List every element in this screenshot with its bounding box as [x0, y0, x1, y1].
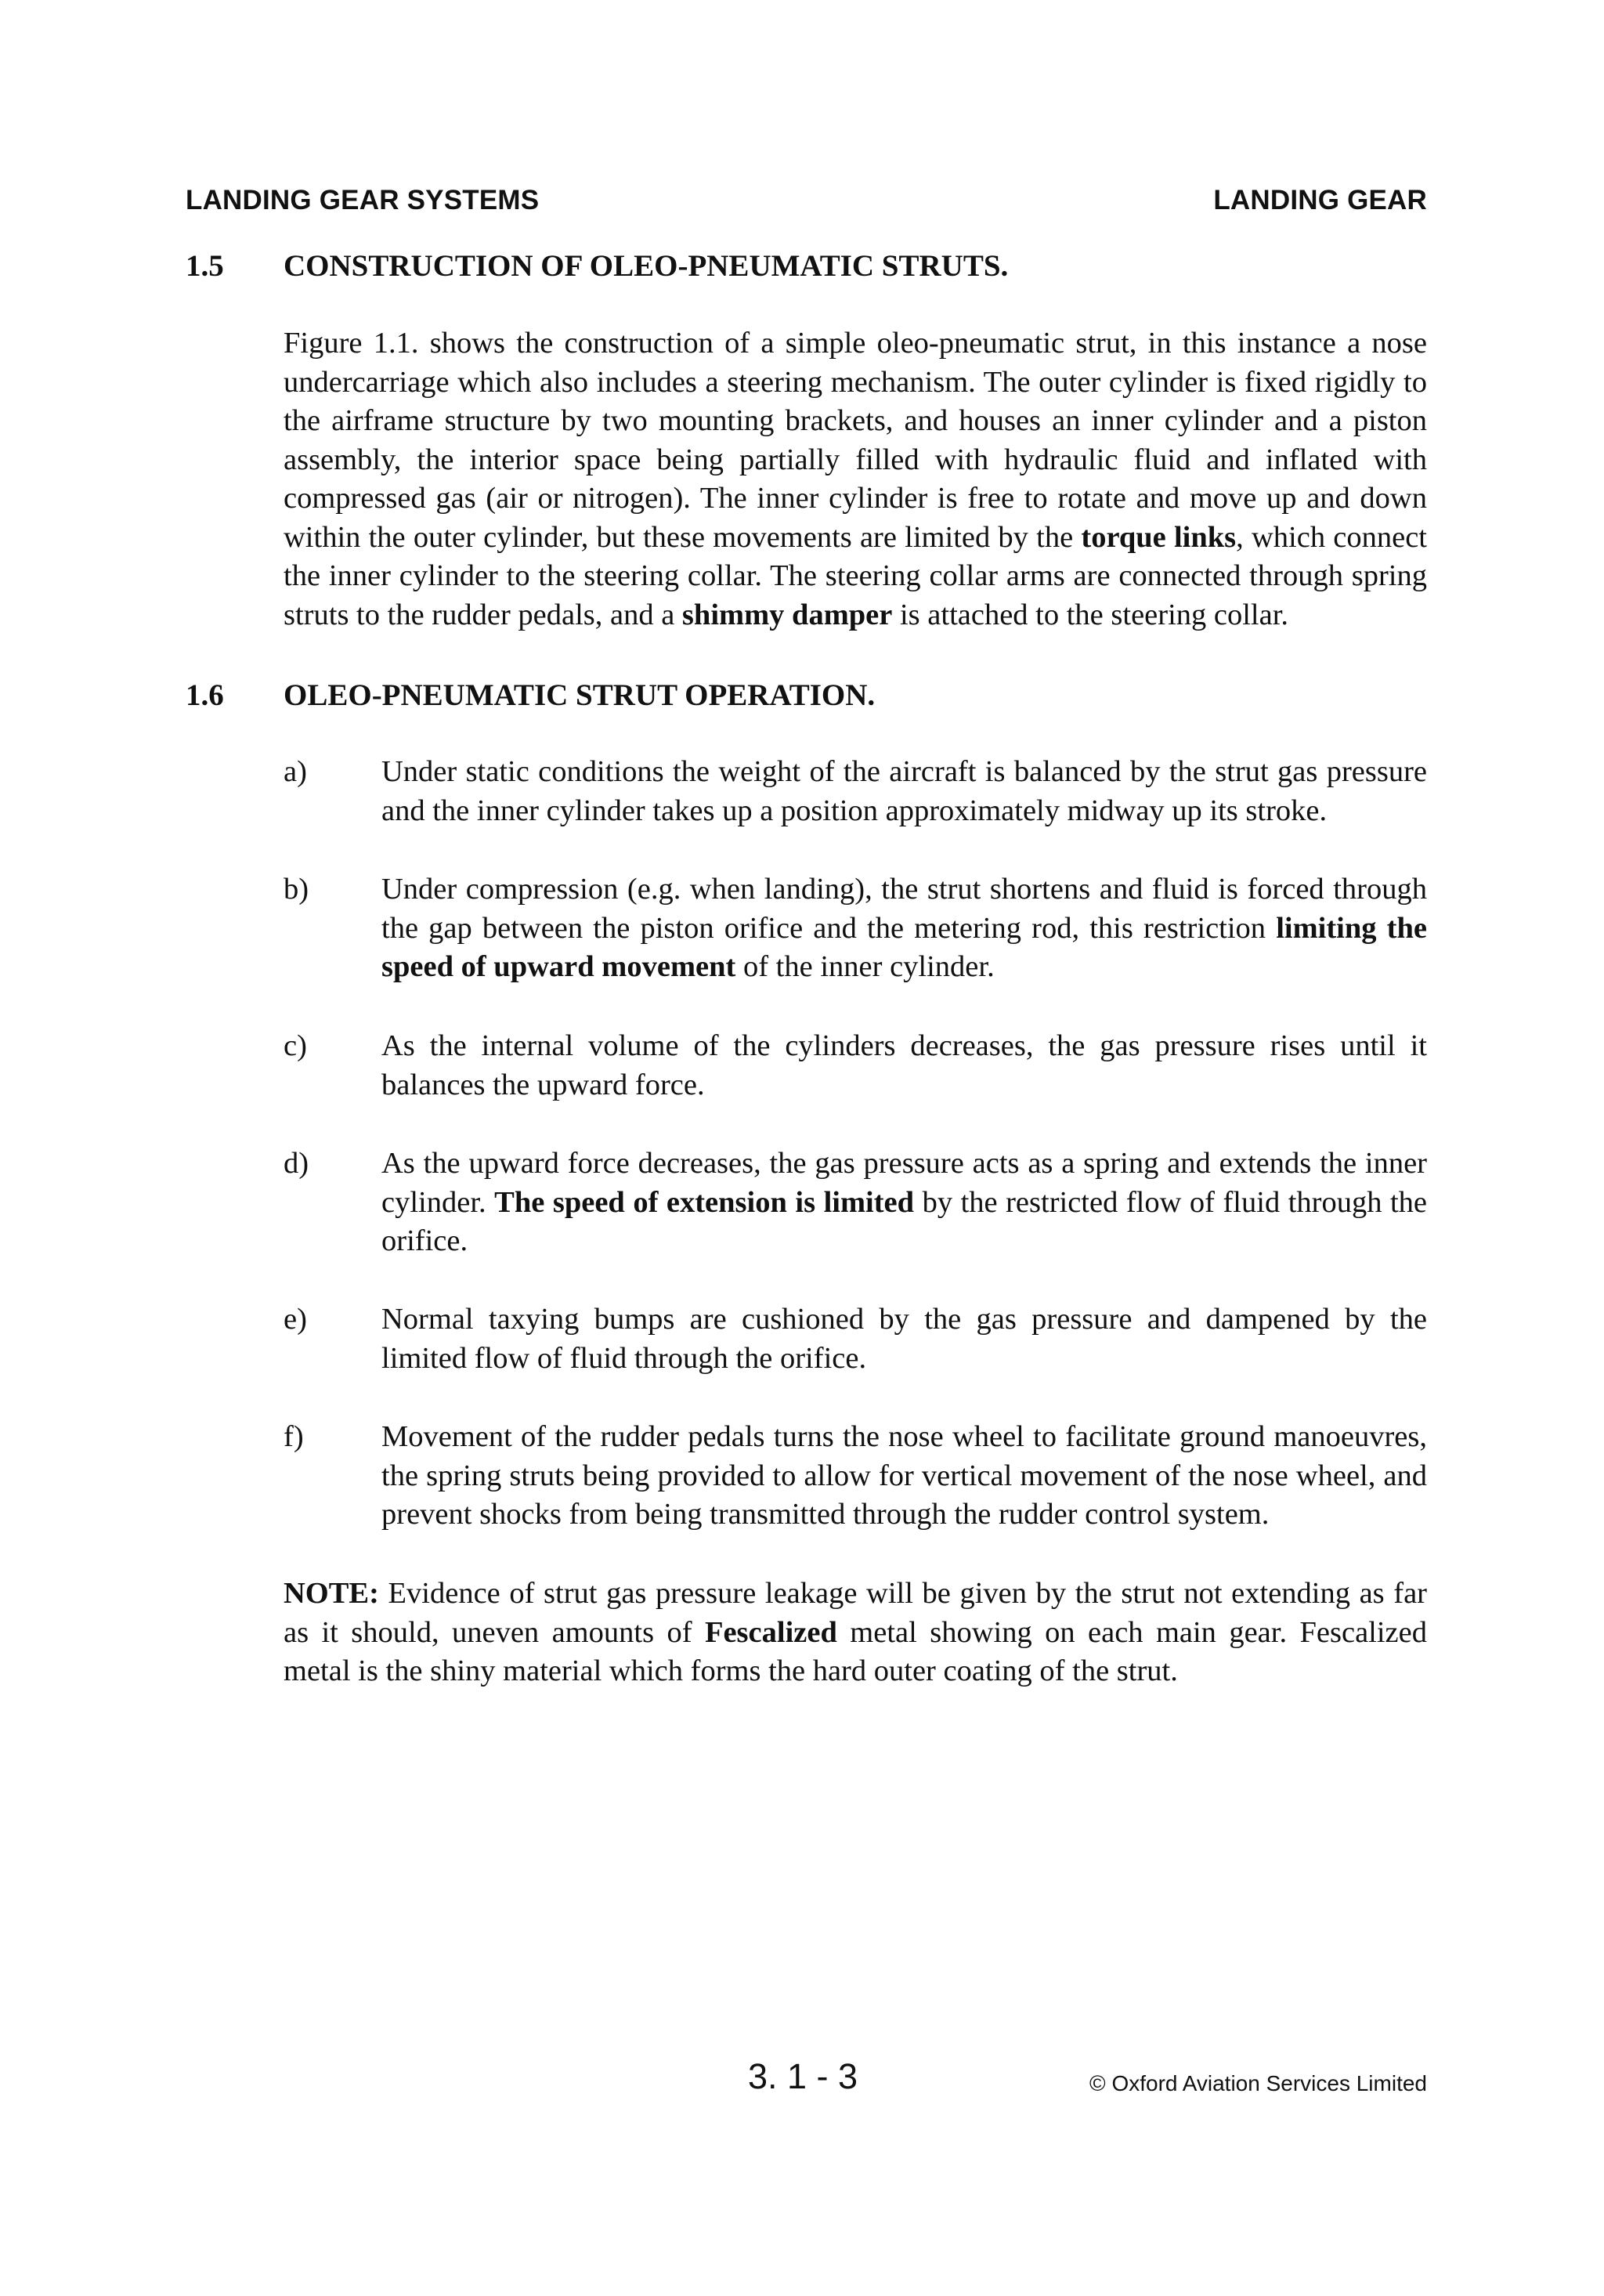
header-right-title: LANDING GEAR	[1213, 185, 1427, 215]
item-text: by the restricted flow of fluid through the orifice.	[381, 1185, 1427, 1257]
section-1-5-paragraph	[284, 324, 1427, 635]
section-1-5-heading	[186, 249, 1439, 284]
section-number: 1.5	[186, 249, 224, 283]
list-marker: a)	[284, 755, 307, 788]
list-marker: b)	[284, 873, 309, 906]
item-bold-term: limiting the speed of upward movement	[381, 911, 1427, 983]
item-text: Movement of the rudder pedals turns the nose wheel to facilitate ground manoeuvres, the spring struts being provided to allow for vertical movement of the nose wheel, and prevent shocks from being transmitted through the rudder control system.	[381, 1420, 1427, 1531]
note-text: metal showing on each main gear. Fescalized metal is the shiny material which forms the hard outer coating of the strut.	[284, 1615, 1427, 1687]
list-item-text	[381, 753, 1427, 830]
paragraph-text: Figure 1.1. shows the construction of a simple oleo-pneumatic strut, in this instance a nose undercarriage which also includes a steering mechanism. The outer cylinder is fixed rigidly to the airframe structure by two mounting brackets, and houses an inner cylinder and a piston assembly, the interior space being partially filled with hydraulic fluid and inflated with compressed gas (air or nitrogen). The inner cylinder is free to rotate and move up and down within the outer cylinder, but these movements are limited by the	[284, 327, 1427, 554]
paragraph-bold-term: shimmy damper	[681, 598, 893, 631]
page-header	[186, 185, 1427, 216]
section-number: 1.6	[186, 678, 224, 712]
item-text: of the inner cylinder.	[735, 950, 995, 983]
note-bold-term: Fescalized	[704, 1615, 837, 1649]
list-item-text	[381, 1027, 1427, 1105]
list-item-text	[381, 870, 1427, 987]
note-text: Evidence of strut gas pressure leakage will be given by the strut not extending as far as it should, uneven amounts of	[284, 1577, 1427, 1649]
page-number: 3. 1 - 3	[748, 2056, 858, 2096]
item-text: Under static conditions the weight of the aircraft is balanced by the strut gas pressure and the inner cylinder takes up a position approximately midway up its stroke.	[381, 755, 1427, 827]
note-paragraph	[284, 1575, 1427, 1691]
list-marker: e)	[284, 1303, 307, 1336]
list-marker: f)	[284, 1420, 304, 1453]
item-bold-term: The speed of extension is limited	[494, 1185, 915, 1219]
paragraph-text: , which connect the inner cylinder to the steering collar. The steering collar arms are connected through spring struts to the rudder pedals, and a	[284, 520, 1427, 631]
item-text: As the upward force decreases, the gas pressure acts as a spring and extends the inner cylinder.	[381, 1147, 1427, 1219]
note-label: NOTE:	[284, 1577, 379, 1610]
item-text: As the internal volume of the cylinders decreases, the gas pressure rises until it balances the upward force.	[381, 1029, 1427, 1101]
header-left-title: LANDING GEAR SYSTEMS	[186, 185, 540, 215]
item-text: Under compression (e.g. when landing), the strut shortens and fluid is forced through the gap between the piston orifice and the metering rod, this restriction	[381, 873, 1427, 945]
list-item-text	[381, 1144, 1427, 1261]
copyright-notice: © Oxford Aviation Services Limited	[1089, 2071, 1427, 2095]
list-marker: d)	[284, 1147, 309, 1180]
paragraph-text: is attached to the steering collar.	[892, 598, 1289, 631]
paragraph-bold-term: torque links	[1081, 520, 1237, 554]
list-item-text	[381, 1418, 1427, 1535]
section-1-6-heading	[186, 678, 1439, 713]
list-marker: c)	[284, 1029, 307, 1062]
section-title: CONSTRUCTION OF OLEO-PNEUMATIC STRUTS.	[284, 249, 1009, 283]
list-item-text	[381, 1300, 1427, 1378]
section-title: OLEO-PNEUMATIC STRUT OPERATION.	[284, 678, 876, 712]
item-text: Normal taxying bumps are cushioned by the gas pressure and dampened by the limited flow of fluid through the orifice.	[381, 1303, 1427, 1375]
